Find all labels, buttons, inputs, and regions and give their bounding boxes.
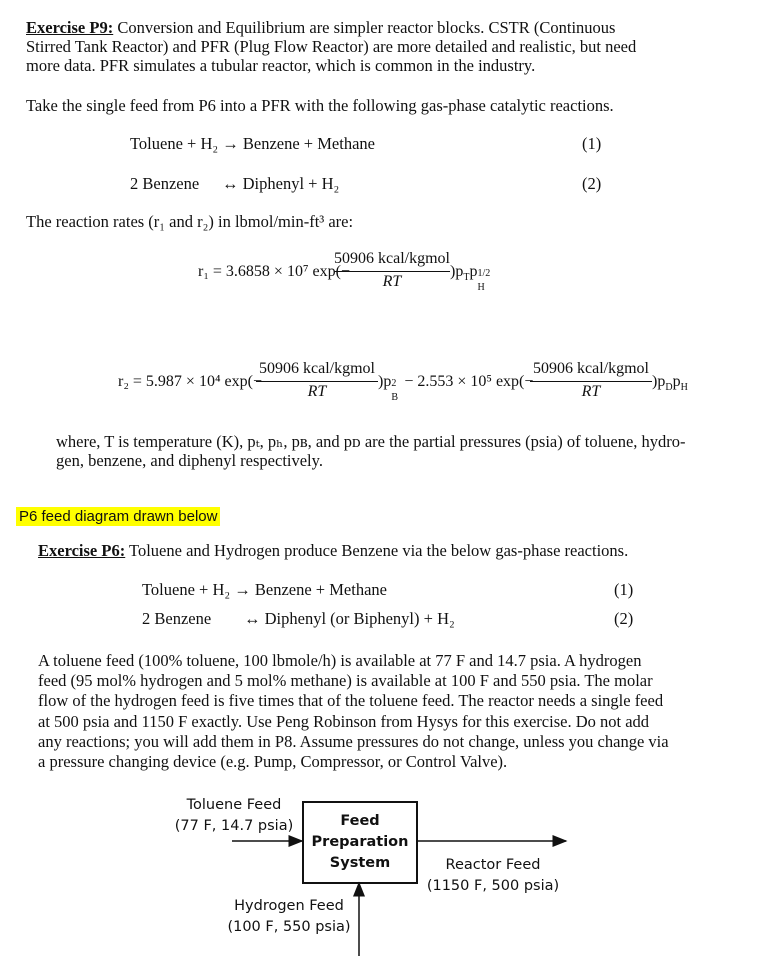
p9-take-feed: Take the single feed from P6 into a PFR with the following gas-phase catalytic reactions. [26, 96, 614, 115]
p9-intro-line: more data. PFR simulates a tubular reactor, which is common in the industry. [26, 56, 536, 75]
toluene-feed-name: Toluene Feed [186, 797, 282, 813]
r2-numerator-a: 50906 kcal/kgmol [259, 360, 375, 377]
r2-numerator-b: 50906 kcal/kgmol [533, 360, 649, 377]
p6-paragraph-line: feed (95 mol% hydrogen and 5 mol% methane) is available at 100 F and 550 psia. The molar [38, 671, 653, 691]
p9-reaction-1: Toluene + H₂ → Benzene + Methane [130, 134, 375, 153]
r2-middle-p: )p [378, 373, 392, 390]
reactor-feed-name: Reactor Feed [445, 857, 541, 873]
r1-tail-sub-h: H [477, 282, 485, 293]
r1-tail-sup: 1/2 [477, 268, 491, 279]
p9-reaction-2-left: 2 Benzene [130, 174, 200, 193]
p6-reaction-1-number: (1) [614, 580, 634, 599]
r2-denominator-b: RT [581, 383, 601, 400]
highlight-note-text: P6 feed diagram drawn below [16, 507, 220, 526]
p6-paragraph-line: at 500 psia and 1150 F exactly. Use Peng Robinson from Hysys for this exercise. Do not add [38, 711, 650, 731]
r1-tail-sub-t: T [463, 272, 470, 284]
toluene-feed-conditions: (77 F, 14.7 psia) [174, 818, 294, 834]
box-line-1: Feed [340, 813, 380, 829]
hydrogen-feed-label [226, 896, 352, 938]
r2-middle-rest: − 2.553 × 10⁵ exp(− [400, 373, 534, 390]
r1-numerator: 50906 kcal/kgmol [334, 250, 450, 267]
p9-rates-intro: The reaction rates (r₁ and r₂) in lbmol/min-ft³ are: [26, 212, 354, 231]
p9-intro-line: Stirred Tank Reactor) and PFR (Plug Flow Reactor) are more detailed and realistic, but need [26, 37, 637, 56]
hydrogen-feed-name: Hydrogen Feed [234, 898, 344, 914]
reactor-feed-label [426, 855, 560, 897]
p9-where-line: where, T is temperature (K), pₜ, pₕ, pʙ, and pᴅ are the partial pressures (psia) of toluene, hydro- [56, 432, 686, 451]
r2-denominator-a: RT [307, 383, 327, 400]
hydrogen-feed-conditions: (100 F, 550 psia) [227, 919, 351, 935]
r2-tail-sub-h: H [680, 382, 688, 394]
p6-heading: Exercise P6: [38, 541, 126, 560]
r2-tail-p2: p [672, 373, 681, 390]
r1-denominator: RT [382, 273, 402, 290]
p6-paragraph-line: flow of the hydrogen feed is five times that of the toluene feed. The reactor needs a single feed [38, 691, 664, 711]
r1-lhs: r₁ = 3.6858 × 10⁷ exp(− [198, 263, 350, 280]
p9-heading: Exercise P9: [26, 18, 114, 37]
p6-paragraph-line: any reactions; you will add them in P8. Assume pressures do not change, unless you change via [38, 731, 669, 751]
box-line-2: Preparation [311, 834, 409, 850]
p6-paragraph-line: a pressure changing device (e.g. Pump, Compressor, or Control Valve). [38, 752, 508, 772]
box-line-3: System [329, 855, 391, 871]
r2-tail-p: )p [652, 373, 666, 390]
p6-reaction-2-left: 2 Benzene [142, 609, 212, 628]
r1-tail-p: )p [450, 263, 464, 280]
r2-middle-sub: B [391, 392, 398, 403]
r1-tail-p2: p [469, 263, 478, 280]
p9-intro-line: Conversion and Equilibrium are simpler reactor blocks. CSTR (Continuous [113, 18, 616, 37]
reactor-feed-conditions: (1150 F, 500 psia) [426, 878, 560, 894]
p9-reaction-2-number: (2) [582, 174, 602, 193]
p6-heading-rest: Toluene and Hydrogen produce Benzene via the below gas-phase reactions. [125, 541, 629, 560]
p6-paragraph-line: A toluene feed (100% toluene, 100 lbmole/h) is available at 77 F and 14.7 psia. A hydrogen [38, 651, 642, 670]
r2-lhs: r₂ = 5.987 × 10⁴ exp(− [118, 373, 262, 390]
r2-tail-sub-d: D [665, 382, 673, 394]
p6-reaction-2-number: (2) [614, 609, 634, 628]
p9-reaction-2-right: ↔ Diphenyl + H₂ [222, 174, 340, 193]
r2-middle-sup: 2 [391, 378, 397, 389]
p6-reaction-1: Toluene + H₂ → Benzene + Methane [142, 580, 387, 599]
p9-reaction-1-number: (1) [582, 134, 602, 153]
p6-reaction-2-right: ↔ Diphenyl (or Biphenyl) + H₂ [244, 609, 455, 628]
p9-where-line: gen, benzene, and diphenyl respectively. [56, 451, 323, 470]
